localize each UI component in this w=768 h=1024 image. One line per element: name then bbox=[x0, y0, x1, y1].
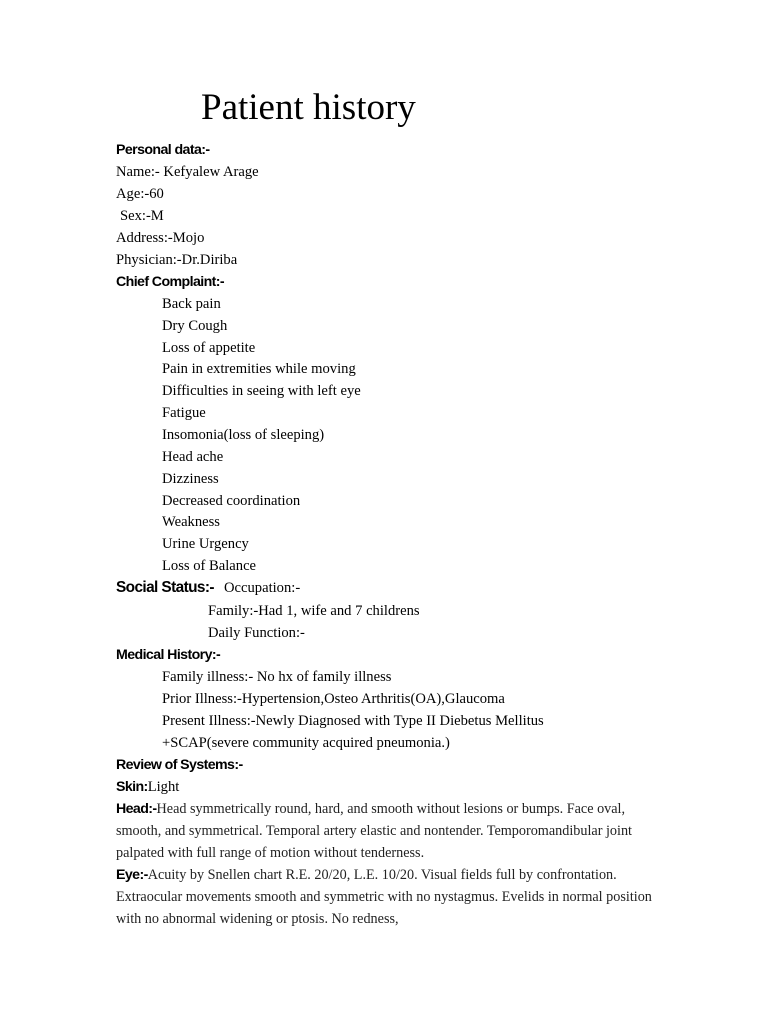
head-label: Head:- bbox=[116, 801, 157, 817]
complaint-item: Dry Cough bbox=[162, 318, 228, 334]
complaint-item: Loss of Balance bbox=[162, 558, 257, 574]
patient-age: Age:-60 bbox=[116, 186, 164, 202]
present-illness: Present Illness:-Newly Diagnosed with Type II Diebetus Mellitus bbox=[162, 713, 544, 729]
scap-note: +SCAP(severe community acquired pneumonia.) bbox=[162, 735, 450, 751]
social-family: Family:-Had 1, wife and 7 childrens bbox=[208, 603, 420, 619]
complaint-item: Head ache bbox=[162, 449, 224, 465]
patient-address: Address:-Mojo bbox=[116, 230, 205, 246]
complaint-item: Decreased coordination bbox=[162, 493, 301, 509]
complaint-item: Urine Urgency bbox=[162, 536, 249, 552]
patient-name: Name:- Kefyalew Arage bbox=[116, 164, 259, 180]
social-status-heading: Social Status:- bbox=[116, 579, 214, 596]
page-title: Patient history bbox=[201, 87, 416, 128]
prior-illness: Prior Illness:-Hypertension,Osteo Arthritis(OA),Glaucoma bbox=[162, 691, 505, 707]
complaint-item: Fatigue bbox=[162, 405, 206, 421]
eye-label: Eye:- bbox=[116, 867, 148, 883]
medical-history-heading: Medical History:- bbox=[116, 647, 221, 663]
skin-line bbox=[116, 777, 179, 797]
social-occupation: Occupation:- bbox=[224, 580, 301, 596]
patient-sex: Sex:-M bbox=[120, 208, 164, 224]
complaint-item: Back pain bbox=[162, 296, 221, 312]
head-paragraph bbox=[116, 798, 656, 864]
complaint-item: Dizziness bbox=[162, 471, 219, 487]
social-daily-function: Daily Function:- bbox=[208, 625, 305, 641]
skin-label: Skin: bbox=[116, 779, 148, 795]
complaint-item: Loss of appetite bbox=[162, 340, 256, 356]
complaint-item: Difficulties in seeing with left eye bbox=[162, 383, 361, 399]
review-systems-heading: Review of Systems:- bbox=[116, 757, 243, 773]
skin-text: Light bbox=[147, 779, 180, 795]
personal-data-heading: Personal data:- bbox=[116, 142, 210, 158]
eye-text: Acuity by Snellen chart R.E. 20/20, L.E. 10/20. Visual fields full by confrontation. Extraocular movements smooth and symmetric with no nystagmus. Evelids in normal position with no abnormal widening or ptosis. No redness, bbox=[116, 867, 652, 927]
eye-paragraph bbox=[116, 864, 656, 930]
patient-physician: Physician:-Dr.Diriba bbox=[116, 252, 238, 268]
complaint-item: Weakness bbox=[162, 514, 220, 530]
chief-complaint-heading: Chief Complaint:- bbox=[116, 274, 225, 290]
head-text: Head symmetrically round, hard, and smooth without lesions or bumps. Face oval, smooth, and symmetrical. Temporal artery elastic and nontender. Temporomandibular joint palpated with full range of motion without tenderness. bbox=[116, 801, 632, 861]
complaint-item: Pain in extremities while moving bbox=[162, 361, 356, 377]
complaint-item: Insomonia(loss of sleeping) bbox=[162, 427, 325, 443]
family-illness: Family illness:- No hx of family illness bbox=[162, 669, 392, 685]
